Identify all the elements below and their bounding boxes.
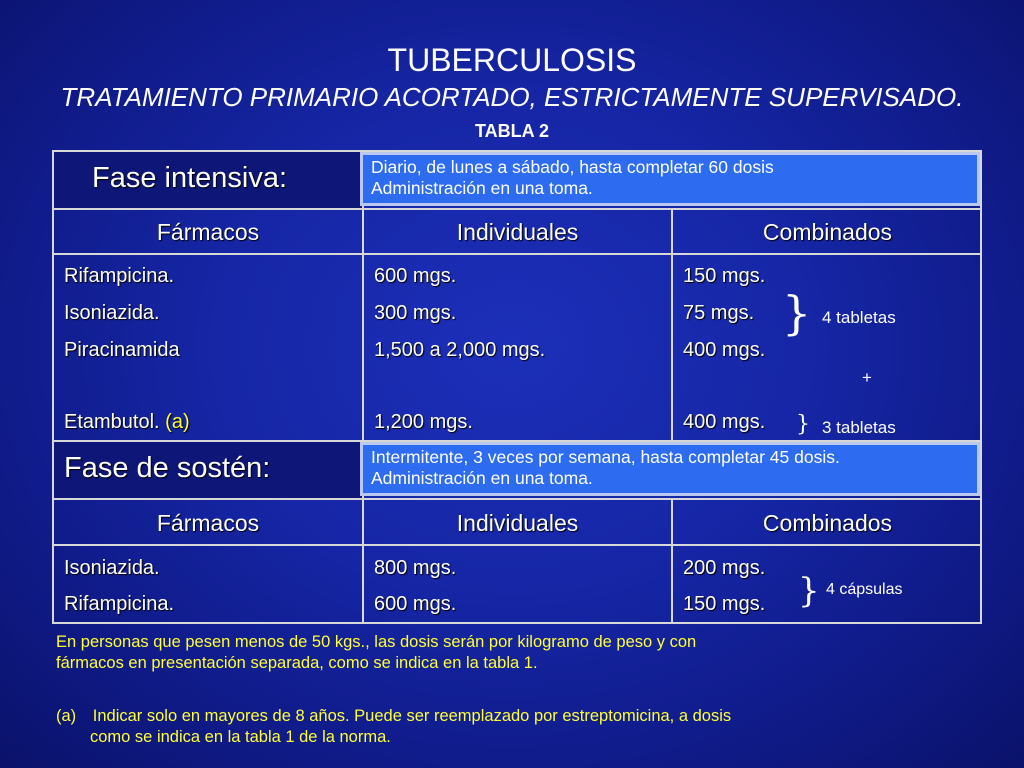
info-line: Intermitente, 3 veces por semana, hasta completar 45 dosis. xyxy=(371,447,840,467)
footnote-marker: (a) xyxy=(56,707,77,725)
header-individuales: Individuales xyxy=(456,510,579,536)
table-label: TABLA 2 xyxy=(475,121,549,141)
header-combinados: Combinados xyxy=(762,219,893,245)
combined-dose: 200 mgs. xyxy=(683,557,766,579)
drug-name: Isoniazida. xyxy=(64,557,160,579)
row-divider xyxy=(54,498,980,500)
slide-subtitle: TRATAMIENTO PRIMARIO ACORTADO, ESTRICTAMENTE SUPERVISADO. xyxy=(60,82,964,112)
header-farmacos: Fármacos xyxy=(156,219,260,245)
combined-dose: 150 mgs. xyxy=(683,593,766,615)
footnote-text: Indicar solo en mayores de 8 años. Puede ser reemplazado por estreptomicina, a dosis xyxy=(92,707,732,725)
brace-icon: } xyxy=(798,571,820,611)
brace-note: 4 tabletas xyxy=(822,308,896,327)
individual-dose: 600 mgs. xyxy=(374,593,457,615)
brace-icon: } xyxy=(796,412,810,437)
row-divider xyxy=(54,544,980,546)
drug-name: Rifampicina. xyxy=(64,265,175,287)
combined-dose: 75 mgs. xyxy=(683,302,755,324)
individual-dose: 1,500 a 2,000 mgs. xyxy=(374,339,546,361)
individual-dose: 800 mgs. xyxy=(374,557,457,579)
drug-name xyxy=(64,410,190,434)
footnote-line xyxy=(56,706,731,727)
info-line: Administración en una toma. xyxy=(371,178,593,198)
info-box-maintenance xyxy=(360,442,980,496)
combined-dose: 150 mgs. xyxy=(683,265,766,287)
drug-name: Piracinamida xyxy=(64,339,180,361)
footnote-a xyxy=(56,706,731,748)
slide-title: TUBERCULOSIS xyxy=(387,42,637,78)
plus-sign: + xyxy=(862,368,872,387)
brace-note: 4 cápsulas xyxy=(826,581,903,598)
row-divider xyxy=(54,208,980,210)
treatment-table xyxy=(52,150,982,624)
header-farmacos: Fármacos xyxy=(156,510,260,536)
drug-name: Rifampicina. xyxy=(64,593,175,615)
info-line: Administración en una toma. xyxy=(371,468,593,488)
combined-dose: 400 mgs. xyxy=(683,411,766,433)
individual-dose: 600 mgs. xyxy=(374,265,457,287)
combined-dose: 400 mgs. xyxy=(683,339,766,361)
phase-label-intensive: Fase intensiva: xyxy=(92,162,288,194)
phase-label-maintenance: Fase de sostén: xyxy=(64,452,271,484)
brace-icon: } xyxy=(782,286,812,340)
brace-note: 3 tabletas xyxy=(822,418,896,437)
footnote-line: fármacos en presentación separada, como se indica en la tabla 1. xyxy=(56,654,538,672)
info-line: Diario, de lunes a sábado, hasta completar 60 dosis xyxy=(371,157,774,177)
individual-dose: 1,200 mgs. xyxy=(374,411,473,433)
header-combinados: Combinados xyxy=(762,510,893,536)
drug-name: Isoniazida. xyxy=(64,302,160,324)
footnote-line: como se indica en la tabla 1 de la norma. xyxy=(90,728,391,746)
header-individuales: Individuales xyxy=(456,219,579,245)
row-divider xyxy=(54,253,980,255)
drug-name-text: Etambutol. xyxy=(64,411,160,433)
drug-footnote-marker: (a) xyxy=(165,411,190,433)
footnote-weight xyxy=(56,632,696,674)
info-box-intensive xyxy=(360,152,980,206)
footnote-line: En personas que pesen menos de 50 kgs., las dosis serán por kilogramo de peso y con xyxy=(56,633,697,651)
individual-dose: 300 mgs. xyxy=(374,302,457,324)
